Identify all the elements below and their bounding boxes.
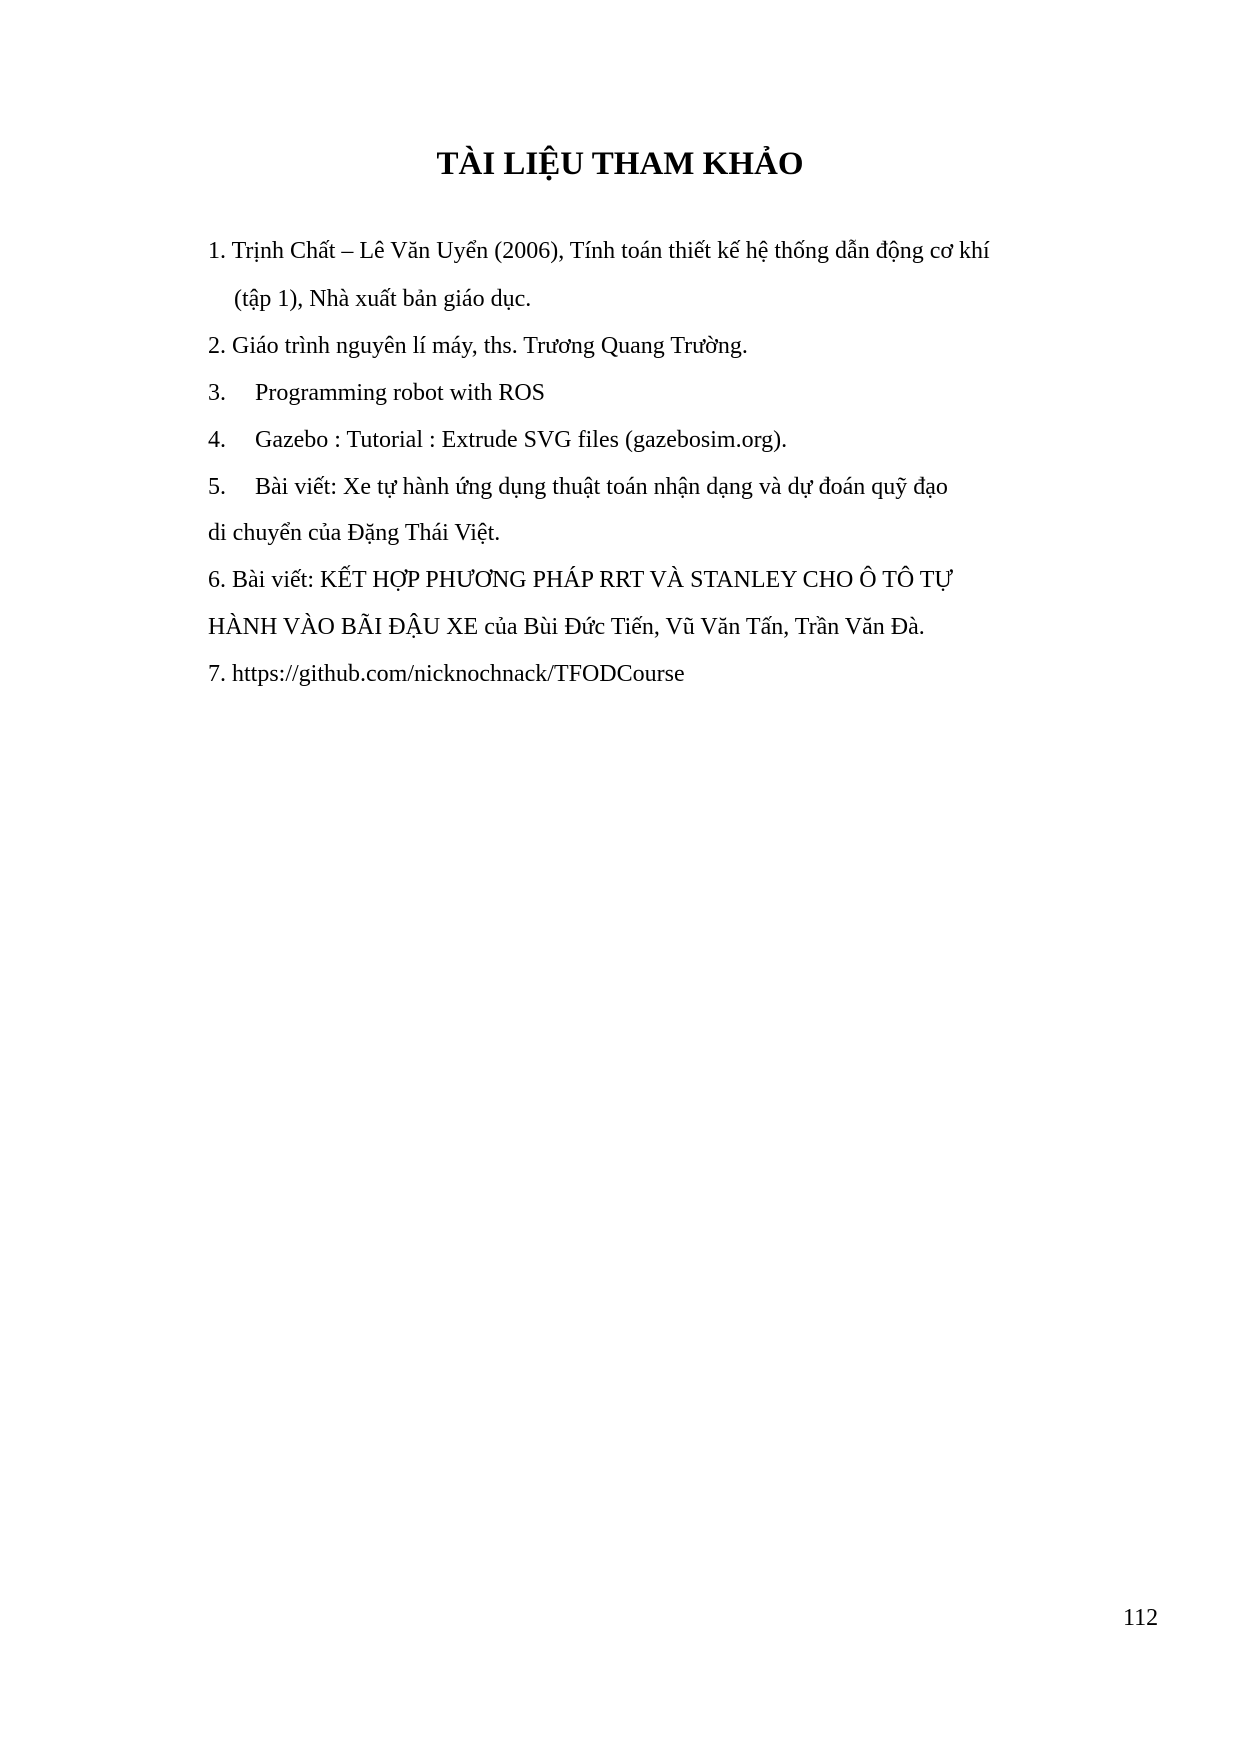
reference-2 — [208, 331, 748, 361]
reference-3-text: Programming robot with ROS — [255, 380, 546, 406]
reference-7-link[interactable]: https://github.com/nicknochnack/TFODCourse — [232, 661, 685, 687]
reference-2-text: Giáo trình nguyên lí máy, ths. Trương Quang Trường. — [232, 333, 748, 359]
reference-4-text: Gazebo : Tutorial : Extrude SVG files (gazebosim.org). — [255, 427, 788, 453]
reference-1-number: 1. — [208, 238, 226, 264]
reference-1-line-2 — [234, 284, 531, 314]
reference-5-text-line-2: di chuyển của Đặng Thái Việt. — [208, 520, 501, 546]
reference-7-number: 7. — [208, 661, 226, 687]
reference-1-text-line-2: (tập 1), Nhà xuất bản giáo dục. — [234, 286, 532, 312]
reference-5-line-2 — [208, 518, 500, 548]
reference-6-number: 6. — [208, 567, 226, 593]
reference-1-text-line-1: Trịnh Chất – Lê Văn Uyển (2006), Tính toán thiết kế hệ thống dẫn động cơ khí — [231, 238, 990, 264]
reference-6-line-2 — [208, 612, 925, 642]
reference-4 — [208, 425, 787, 455]
reference-5-number: 5. — [208, 474, 226, 500]
page-number: 112 — [1123, 1605, 1159, 1631]
reference-5-line-1 — [208, 472, 948, 502]
reference-6-text-line-1: Bài viết: KẾT HỢP PHƯƠNG PHÁP RRT VÀ STANLEY CHO Ô TÔ TỰ — [232, 567, 954, 593]
reference-4-number: 4. — [208, 427, 226, 453]
page-title: TÀI LIỆU THAM KHẢO — [436, 146, 804, 182]
reference-6-text-line-2: HÀNH VÀO BÃI ĐẬU XE của Bùi Đức Tiến, Vũ Văn Tấn, Trần Văn Đà. — [208, 614, 925, 640]
reference-3 — [208, 378, 545, 408]
reference-3-number: 3. — [208, 380, 226, 406]
reference-1-line-1 — [208, 236, 990, 266]
reference-7 — [208, 659, 685, 689]
reference-5-text-line-1: Bài viết: Xe tự hành ứng dụng thuật toán nhận dạng và dự đoán quỹ đạo — [255, 474, 948, 500]
reference-2-number: 2. — [208, 333, 226, 359]
reference-6-line-1 — [208, 565, 953, 595]
